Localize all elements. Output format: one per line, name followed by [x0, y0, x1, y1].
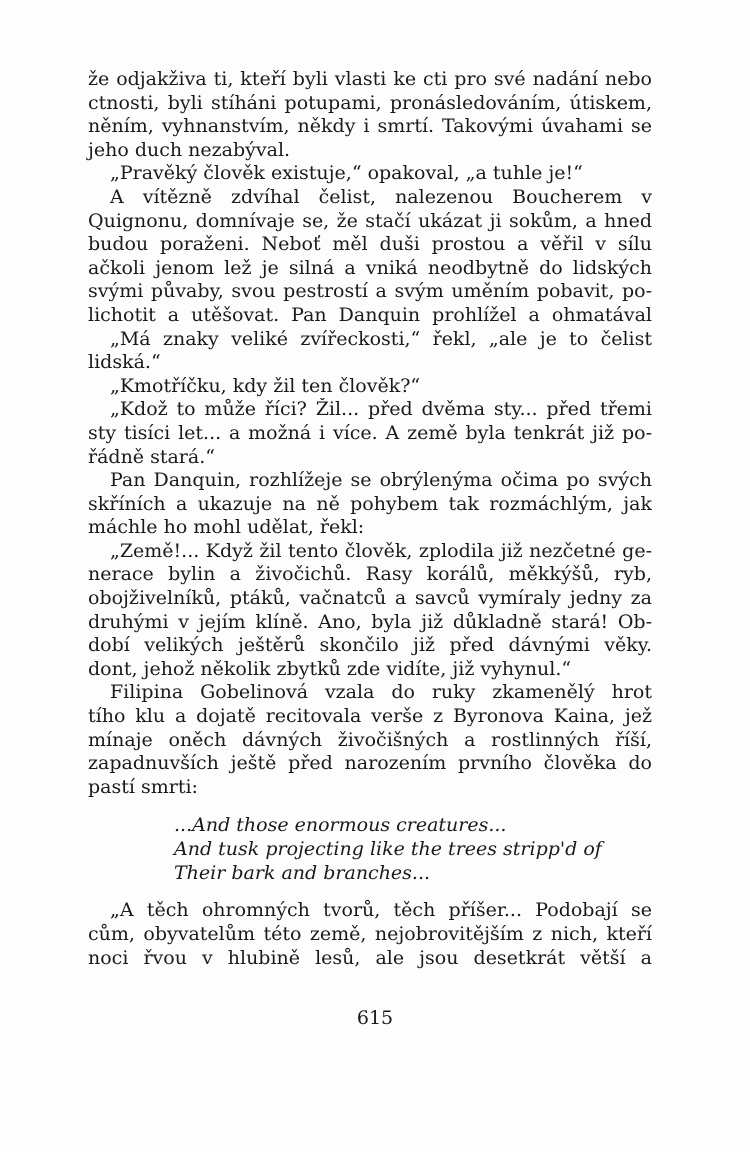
- text-line: dobí velikých ještěrů skončilo již před dávnými věky.: [88, 634, 652, 657]
- text-line: že odjakživa ti, kteří byli vlasti ke cti pro své nadání nebo: [88, 68, 652, 90]
- text-line: ačkoli jenom lež je silná a vniká neodbytně do lidských: [88, 256, 652, 279]
- text-line: „Kmotříčku, kdy žil ten člověk?“: [110, 374, 421, 397]
- verse-gap: [88, 885, 652, 899]
- text-line: nerace bylin a živočichů. Rasy korálů, měkkýšů, ryb,: [88, 563, 652, 586]
- verse-line: And tusk projecting like the trees stripp'd of: [174, 838, 602, 861]
- text-line: ctnosti, byli stíháni potupami, pronásledováním, útiskem,: [88, 91, 652, 114]
- text-line: cům, obyvatelům této země, nejobrovitějším z nich, kteří: [88, 923, 652, 945]
- text-line: lidská.“: [88, 351, 161, 374]
- body-text: [88, 68, 652, 970]
- text-line: něním, vyhnanstvím, někdy i smrtí. Takovými úvahami se: [88, 115, 652, 138]
- text-line: „Kdož to může říci? Žil... před dvěma sty... před třemi: [110, 398, 652, 421]
- text-line: „Pravěký člověk existuje,“ opakoval, „a tuhle je!“: [110, 162, 583, 185]
- text-line: „A těch ohromných tvorů, těch příšer... Podobají se: [110, 899, 652, 922]
- page-number: 615: [356, 1007, 394, 1029]
- verse-gap: [88, 799, 652, 813]
- text-line: máchle ho mohl udělat, řekl:: [88, 516, 365, 539]
- text-line: Quignonu, domnívaje se, že stačí ukázat ji sokům, a hned: [88, 209, 652, 232]
- text-line: „Země!... Když žil tento člověk, zplodila již nezčetné ge-: [110, 539, 652, 562]
- verse-line: Their bark and branches...: [174, 862, 431, 885]
- text-line: svými půvaby, svou pestrostí a svým uměním pobavit, po-: [88, 280, 652, 303]
- text-line: tího klu a dojatě recitovala verše z Byronova Kaina, jež: [88, 705, 652, 728]
- text-line: „Má znaky veliké zvířeckosti,“ řekl, „ale je to čelist: [110, 327, 652, 350]
- text-line: pastí smrti:: [88, 775, 198, 798]
- text-line: skříních a ukazuje na ně pohybem tak rozmáchlým, jak: [88, 492, 652, 515]
- text-line: budou poraženi. Neboť měl duši prostou a věřil v sílu: [88, 233, 652, 256]
- text-line: mínaje oněch dávných živočišných a rostlinných říší,: [88, 728, 652, 751]
- text-line: dont, jehož několik zbytků zde vidíte, již vyhynul.“: [88, 657, 572, 680]
- text-line: sty tisíci let... a možná i více. A země byla tenkrát již po-: [88, 421, 652, 444]
- text-line: zapadnuvších ještě před narozením prvního člověka do: [88, 752, 652, 775]
- text-line: druhými v jejím klíně. Ano, byla již důkladně stará! Ob-: [88, 610, 652, 633]
- text-line: Filipina Gobelinová vzala do ruky zkamenělý hrot: [110, 681, 652, 704]
- text-line: řádně stará.“: [88, 445, 215, 468]
- text-line: obojživelníků, ptáků, vačnatců a savců vymíraly jedny za: [88, 587, 652, 610]
- text-line: jeho duch nezabýval.: [88, 138, 291, 161]
- text-line: lichotit a utěšovat. Pan Danquin prohlížel a ohmatával: [88, 303, 652, 326]
- text-line: noci řvou v hlubině lesů, ale jsou desetkrát větší a: [88, 946, 652, 969]
- verse-line: ...And those enormous creatures...: [174, 814, 507, 837]
- text-line: A vítězně zdvíhal čelist, nalezenou Boucherem v: [110, 185, 652, 208]
- text-line: Pan Danquin, rozhlížeje se obrýlenýma očima po svých: [110, 469, 652, 492]
